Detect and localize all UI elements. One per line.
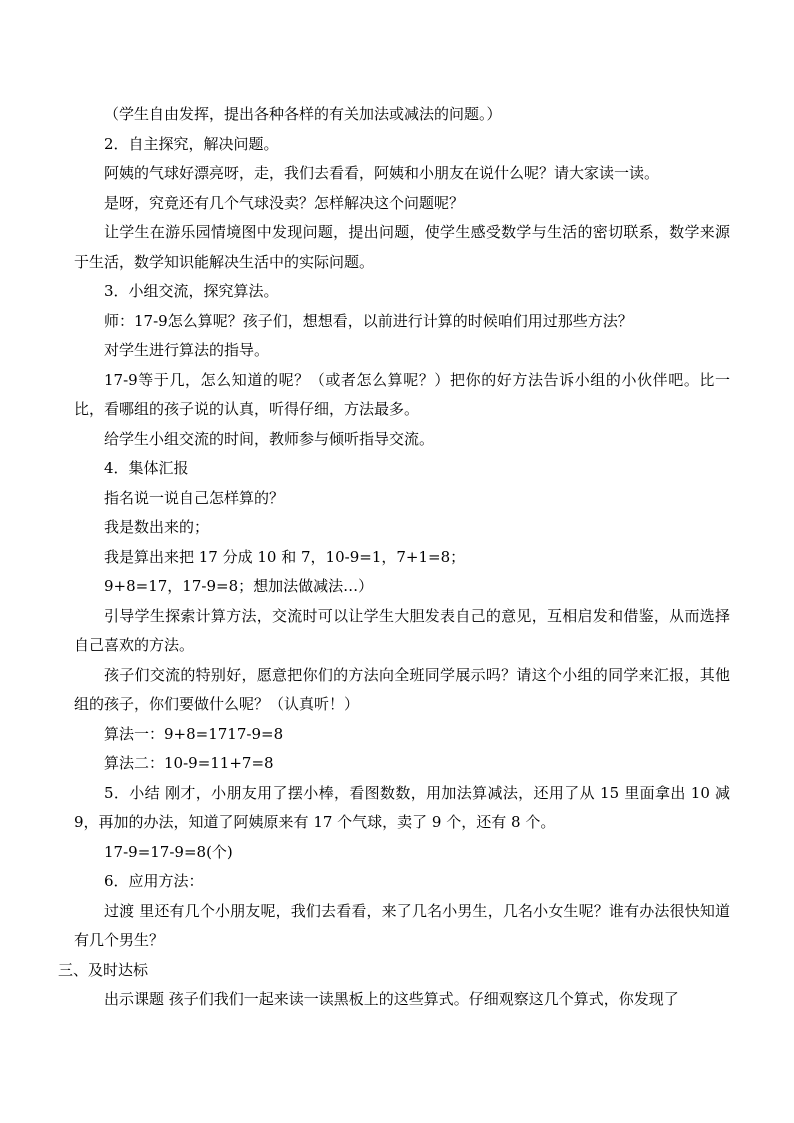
paragraph-7: 师：17-9怎么算呢？孩子们，想想看，以前进行计算的时候咱们用过那些方法？ — [104, 311, 633, 330]
paragraph-10: 给学生小组交流的时间，教师参与倾听指导交流。 — [104, 429, 435, 448]
paragraph-12: 指名说一说自己怎样算的？ — [104, 488, 285, 507]
section-heading-6: 6．应用方法： — [104, 872, 204, 890]
paragraph-5: 让学生在游乐园情境图中发现问题，提出问题，使学生感受数学与生活的密切联系，数学来源于生活，数学知识能解决生活中的实际问题。 — [74, 223, 730, 271]
section-heading-3: 3．小组交流，探究算法。 — [104, 282, 279, 300]
method-one: 算法一：9+8=1717-9=8 — [104, 724, 284, 743]
paragraph-17: 孩子们交流的特别好，愿意把你们的方法向全班同学展示吗？请这个小组的同学来汇报，其他组的孩子，你们要做什么呢？（认真听！） — [74, 665, 730, 713]
paragraph-23: 过渡 里还有几个小朋友呢，我们去看看，来了几名小男生，几名小女生呢？谁有办法很快知道有几个男生？ — [74, 901, 730, 949]
section-heading-5: 5．小结 刚才，小朋友用了摆小棒，看图数数，用加法算减法，还用了从 15 里面拿出 10 减 9，再加的办法，知道了阿姨原来有 17 个气球，卖了 9 个，还有 8 个。 — [74, 783, 730, 831]
paragraph-3: 阿姨的气球好漂亮呀，走，我们去看看，阿姨和小朋友在说什么呢？请大家读一读。 — [104, 164, 660, 182]
paragraph-16: 引导学生探索计算方法，交流时可以让学生大胆发表自己的意见，互相启发和借鉴，从而选择自己喜欢的方法。 — [74, 606, 730, 654]
paragraph-15: 9+8=17，17-9=8；想加法做减法…） — [104, 577, 374, 595]
paragraph-13: 我是数出来的； — [104, 518, 210, 536]
paragraph-4: 是呀，究竟还有几个气球没卖？怎样解决这个问题呢？ — [104, 193, 465, 212]
paragraph-8: 对学生进行算法的指导。 — [104, 341, 270, 359]
section-heading-4: 4．集体汇报 — [104, 459, 189, 477]
paragraph-1: （学生自由发挥，提出各种各样的有关加法或减法的问题。） — [104, 105, 502, 123]
document-body — [58, 100, 730, 1015]
paragraph-9: 17-9等于几，怎么知道的呢？（或者怎么算呢？）把你的好方法告诉小组的小伙伴吧。比一比，看哪组的孩子说的认真，听得仔细，方法最多。 — [74, 370, 730, 418]
section-heading-2: 2．自主探究，解决问题。 — [104, 134, 279, 153]
paragraph-14: 我是算出来把 17 分成 10 和 7，10-9=1，7+1=8； — [104, 547, 466, 566]
method-two: 算法二：10-9=11+7=8 — [104, 754, 274, 772]
paragraph-21: 17-9=17-9=8(个) — [104, 842, 233, 861]
paragraph-25: 出示课题 孩子们我们一起来读一读黑板上的这些算式。仔细观察这几个算式，你发现了 — [104, 990, 679, 1008]
chapter-heading-3: 三、及时达标 — [58, 960, 149, 979]
